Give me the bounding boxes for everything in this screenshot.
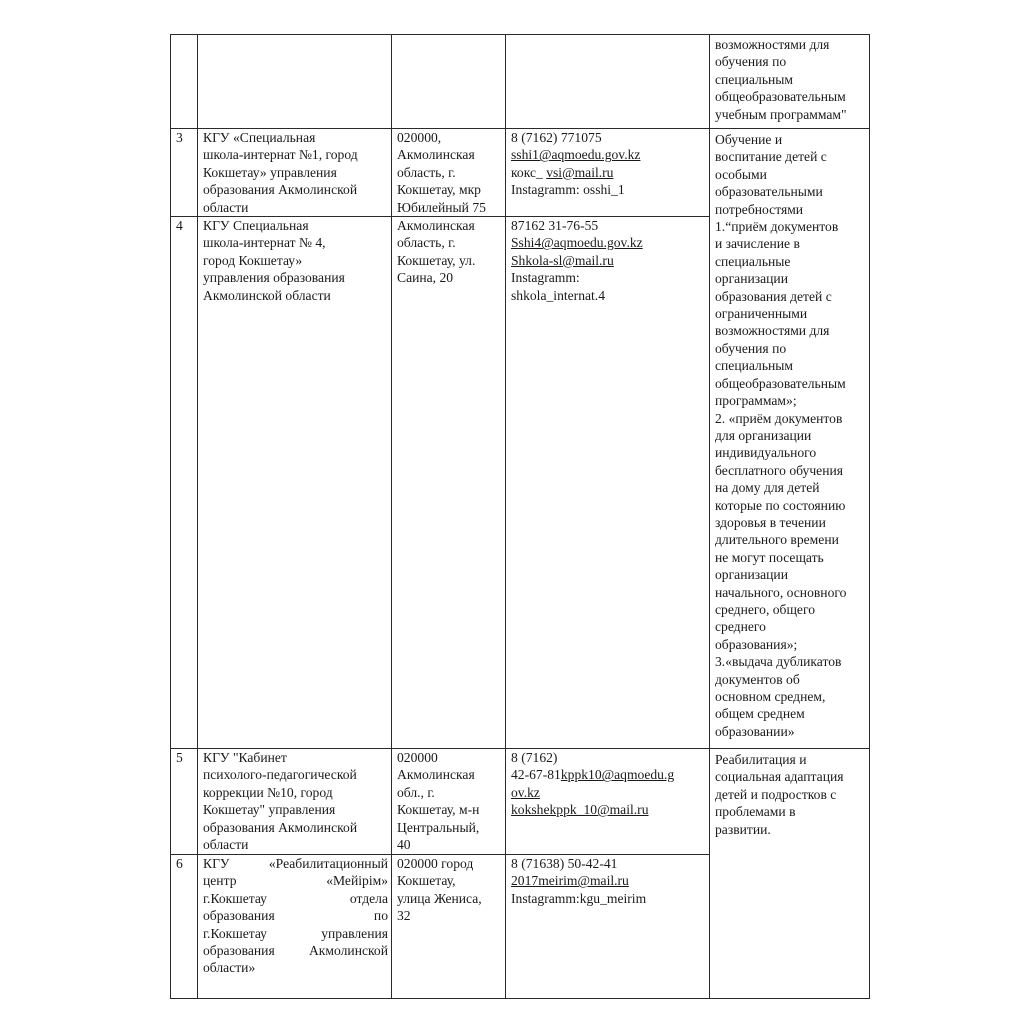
name-cell [198,35,392,129]
services-line: начального, основного [715,584,847,600]
services-line: детей и подростков с [715,786,837,802]
phone: 87162 31-76-55 [511,218,599,234]
services-line: среднего, общего [715,601,815,617]
row-number: 5 [171,749,198,855]
services-line: развитии. [715,821,771,837]
address-line: Юбилейный 75 [397,199,486,215]
services-line: программам»; [715,393,797,409]
name-line: области [203,837,249,853]
services-line: специальным [715,358,794,374]
services-line: специальные [715,253,791,269]
services-line: проблемами в [715,804,796,820]
services-line: воспитание детей с [715,149,827,165]
address-line: Кокшетау, [397,873,456,889]
address-line: Саина, 20 [397,270,454,286]
name-line: КГУ «Специальная [203,130,316,145]
phone: 8 (7162) 771075 [511,130,602,145]
organization-name [198,129,392,217]
address [392,749,506,855]
organization-name [198,217,392,749]
services-line: возможностями для [715,323,830,339]
organizations-table [170,34,870,999]
name-line: школа-интернат № 4, [203,235,326,251]
services-line: основном среднем, [715,689,826,704]
name-line: КГУ «Реабилитационный [203,856,388,872]
contacts [506,855,710,999]
row-number: 4 [171,217,198,749]
email-link[interactable]: vsi@mail.ru [546,164,614,180]
instagram: Instagramm: osshi_1 [511,182,625,198]
email-link[interactable]: Shkola-sl@mail.ru [511,252,614,268]
name-line: Кокшетау» управления [203,164,337,180]
name-line: управления образования [203,270,345,286]
services-line: среднего [715,619,766,635]
email-link[interactable]: kppk10@aqmoedu.g [560,767,675,783]
services-line: образования детей с [715,288,832,304]
name-line: г.Кокшетау отдела [203,890,388,906]
contacts-cell [506,35,710,129]
name-line: Кокшетау" управления [203,802,336,818]
address-line: 40 [397,837,411,853]
services-line: общем среднем [715,706,805,722]
contacts [506,749,710,855]
services-line: образовании» [715,723,795,739]
address [392,217,506,749]
address-line: Акмолинская [397,767,475,783]
services-cell [710,749,870,999]
address-cell [392,35,506,129]
name-line: образования Акмолинской [203,819,358,835]
services-line: 2. «приём документов [715,410,843,426]
services-line: и зачисление в [715,236,800,252]
address-line: обл., г. [397,784,435,800]
services-line: общеобразовательным [715,375,846,391]
services-cell [710,129,870,749]
email-link-continued[interactable]: ov.kz [511,784,540,800]
contacts [506,217,710,749]
address-line: Кокшетау, м-н [397,802,480,818]
services-line: организации [715,271,788,287]
services-line: документов об [715,671,800,687]
name-line: КГУ Специальная [203,218,309,234]
address-line: Кокшетау, мкр [397,182,481,198]
phone: 8 (7162) [511,750,558,766]
services-line: учебным программам" [715,106,847,122]
name-line: образования Акмолинской [203,182,358,198]
services-line: образовательными [715,184,823,200]
services-line: особыми [715,166,767,182]
name-line: психолого-педагогической [203,767,357,783]
services-line: не могут посещать [715,549,824,565]
email-link[interactable]: sshi1@aqmoedu.gov.kz [511,147,641,163]
services-line: социальная адаптация [715,769,844,785]
name-line: коррекции №10, город [203,784,333,800]
address [392,129,506,217]
num-cell [171,35,198,129]
email-link[interactable]: 2017meirim@mail.ru [511,873,629,889]
name-line: Акмолинской области [203,287,331,303]
table-row [171,749,870,855]
organization-name [198,749,392,855]
address-line: Акмолинская [397,147,475,163]
services-line: потребностями [715,201,804,217]
row-number: 3 [171,129,198,217]
phone-number: 42-67-81 [511,767,561,783]
row-number: 6 [171,855,198,999]
address-line: 32 [397,908,411,924]
name-line: центр «Мейірім» [203,873,388,889]
name-line: области» [203,960,256,976]
address-line: Центральный, [397,819,480,835]
name-line: город Кокшетау» [203,252,303,268]
contacts [506,129,710,217]
services-line: возможностями для [715,37,830,52]
services-line: Обучение и [715,132,783,147]
phone: 8 (71638) 50-42-41 [511,856,618,872]
services-line: обучения по [715,340,787,356]
email-link[interactable]: Sshi4@aqmoedu.gov.kz [511,235,643,251]
address-line: 020000, [397,130,442,145]
services-line: на дому для детей [715,480,820,496]
services-line: 3.«выдача дубликатов [715,654,842,670]
name-line: области [203,199,249,215]
name-line: образования по [203,908,388,924]
services-line: здоровья в течении [715,514,826,530]
services-line: Реабилитация и [715,752,807,768]
name-line: образования Акмолинской [203,943,388,959]
services-line: длительного времени [715,532,839,548]
services-cell [710,35,870,129]
address-line: 020000 [397,750,438,766]
address-line: область, г. [397,164,456,180]
services-line: которые по состоянию [715,497,846,513]
instagram-handle: shkola_internat.4 [511,287,606,303]
address-line: область, г. [397,235,456,251]
organization-name [198,855,392,999]
address-line: Кокшетау, ул. [397,252,476,268]
services-line: 1.“приём документов [715,219,839,235]
services-line: общеобразовательным [715,89,846,105]
services-line: образования»; [715,636,798,652]
address-line: улица Жениса, [397,890,482,906]
instagram-label: Instagramm: [511,270,580,286]
services-line: обучения по [715,54,787,70]
table-row [171,129,870,217]
address-line: 020000 город [397,856,474,872]
services-line: для организации [715,427,812,443]
services-line: организации [715,567,788,583]
services-line: специальным [715,71,794,87]
email-prefix: кокс_ [511,164,547,180]
email-link[interactable]: kokshekppk_10@mail.ru [511,802,649,818]
instagram: Instagramm:kgu_meirim [511,890,647,906]
services-line: индивидуального [715,445,817,461]
services-line: бесплатного обучения [715,462,843,478]
address [392,855,506,999]
address-line: Акмолинская [397,218,475,234]
name-line: КГУ "Кабинет [203,750,287,766]
name-line: школа-интернат №1, город [203,147,358,163]
services-line: ограниченными [715,306,808,322]
name-line: г.Кокшетау управления [203,925,388,941]
table-row-continuation [171,35,870,129]
